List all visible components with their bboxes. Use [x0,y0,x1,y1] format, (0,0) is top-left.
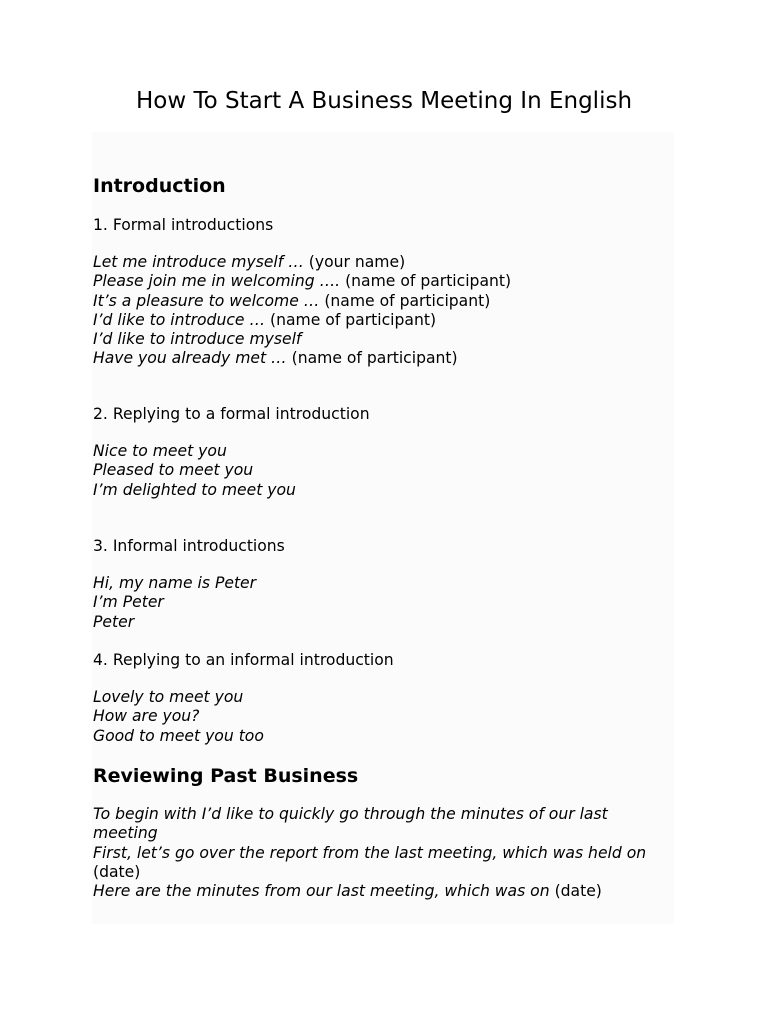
phrase-list-reviewing-past-business [93,805,673,901]
phrase-note: (name of participant) [340,272,512,291]
list-item [93,707,673,726]
list-item [93,292,673,311]
section-heading-introduction: Introduction [93,175,226,197]
subheading-replying-informal: 4. Replying to an informal introduction [93,651,394,669]
list-item [93,461,673,480]
subheading-replying-formal: 2. Replying to a formal introduction [93,405,370,423]
list-item [93,349,673,368]
list-item [93,442,673,461]
phrase-note: (name of participant) [319,291,491,310]
phrase-note: (date) [549,882,602,901]
subheading-informal-introductions: 3. Informal introductions [93,537,285,555]
list-item [93,593,673,612]
phrase-text: Have you already met … [93,349,287,368]
list-item [93,272,673,291]
section-heading-reviewing-past-business: Reviewing Past Business [93,765,359,787]
list-item [93,311,673,330]
phrase-note: (name of participant) [286,349,458,368]
phrase-note: (name of participant) [265,310,437,329]
list-item [93,613,673,632]
phrase-text: I’d like to introduce myself [93,330,302,349]
list-item [93,253,673,272]
list-item [93,688,673,707]
phrase-text: First, let’s go over the report from the last meeting, which was held on [93,843,647,862]
list-item [93,330,673,349]
phrase-text: Let me introduce myself … [93,253,304,271]
phrase-text: Lovely to meet you [93,688,244,706]
phrase-list-informal-introductions [93,574,673,632]
list-item [93,727,673,746]
phrase-text: Pleased to meet you [93,461,254,480]
phrase-list-formal-introductions [93,253,673,369]
list-item [93,882,673,901]
phrase-text: To begin with I’d like to quickly go through the minutes of our last meeting [93,805,608,843]
phrase-text: I’m Peter [93,593,164,612]
list-item [93,805,673,844]
phrase-text: Here are the minutes from our last meeting, which was on [93,882,550,901]
phrase-note: (your name) [303,253,406,271]
phrase-note: (date) [93,862,141,881]
list-item [93,574,673,593]
phrase-text: Hi, my name is Peter [93,574,257,592]
phrase-text: I’d like to introduce … [93,310,266,329]
phrase-list-replying-formal [93,442,673,500]
phrase-text: How are you? [93,707,200,726]
list-item [93,844,673,883]
phrase-text: Please join me in welcoming …. [93,272,341,291]
phrase-text: I’m delighted to meet you [93,480,296,499]
document-title: How To Start A Business Meeting In English [135,88,633,114]
list-item [93,481,673,500]
subheading-formal-introductions: 1. Formal introductions [93,216,274,234]
phrase-text: Nice to meet you [93,442,227,460]
phrase-list-replying-informal [93,688,673,746]
phrase-text: It’s a pleasure to welcome … [93,291,320,310]
phrase-text: Good to meet you too [93,726,264,745]
phrase-text: Peter [93,612,135,631]
